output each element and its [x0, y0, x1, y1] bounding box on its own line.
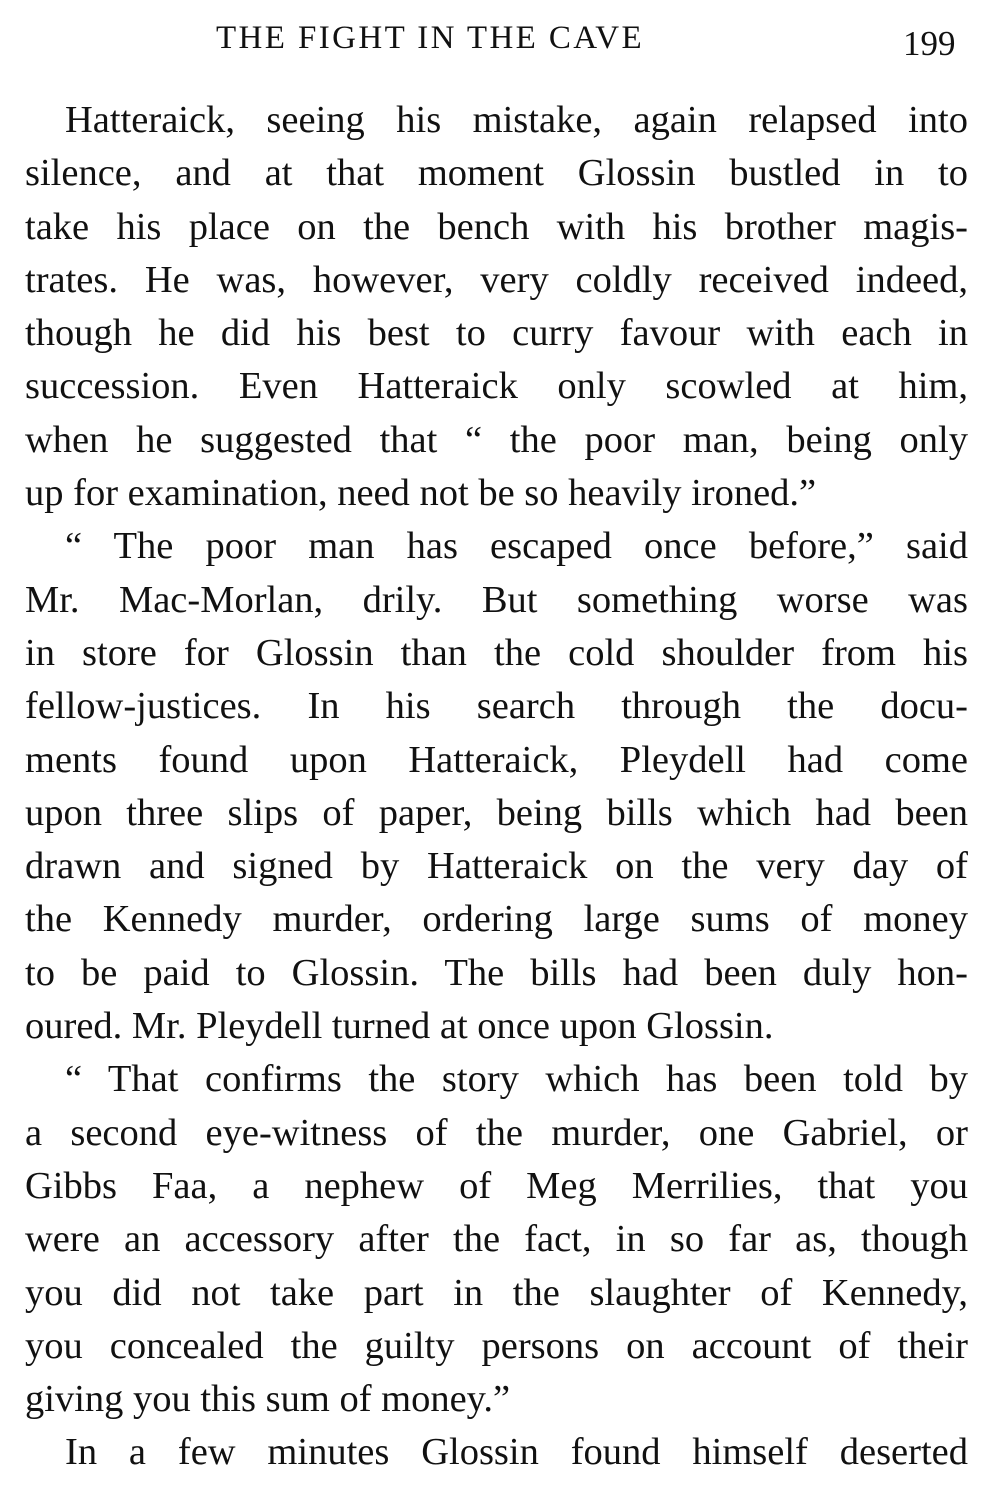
- text-line: Mr. Mac-Morlan, drily. But something worse was: [25, 578, 968, 621]
- running-title: THE FIGHT IN THE CAVE: [216, 20, 645, 56]
- text-line: Hatteraick, seeing his mistake, again relapsed into: [65, 99, 968, 141]
- text-line: upon three slips of paper, being bills which had been: [25, 791, 968, 834]
- text-line: drawn and signed by Hatteraick on the very day of: [25, 845, 968, 888]
- text-line: when he suggested that “ the poor man, being only: [25, 418, 968, 461]
- text-line: were an accessory after the fact, in so far as, though: [25, 1218, 968, 1261]
- page-number: 199: [903, 24, 956, 63]
- text-line: fellow-justices. In his search through the docu-: [25, 685, 968, 728]
- text-line: take his place on the bench with his brother magis-: [25, 205, 968, 248]
- running-head: [0, 14, 1000, 64]
- text-line: succession. Even Hatteraick only scowled at him,: [25, 365, 968, 408]
- text-line: “ That confirms the story which has been told by: [65, 1058, 968, 1101]
- text-line: you did not take part in the slaughter of Kennedy,: [25, 1271, 968, 1314]
- text-line: you concealed the guilty persons on account of their: [25, 1324, 968, 1367]
- text-line: up for examination, need not be so heavily ironed.”: [25, 472, 817, 515]
- text-line: to be paid to Glossin. The bills had been duly hon-: [25, 951, 968, 994]
- text-line: though he did his best to curry favour with each in: [25, 312, 968, 355]
- text-line: ments found upon Hatteraick, Pleydell had come: [25, 738, 968, 781]
- body-text: [25, 94, 968, 1480]
- text-line: the Kennedy murder, ordering large sums of money: [25, 898, 968, 941]
- text-line: trates. He was, however, very coldly received indeed,: [25, 258, 968, 301]
- text-line: silence, and at that moment Glossin bustled in to: [25, 152, 968, 195]
- text-line: oured. Mr. Pleydell turned at once upon Glossin.: [25, 1005, 774, 1048]
- text-line: In a few minutes Glossin found himself deserted: [65, 1431, 968, 1474]
- text-line: giving you this sum of money.”: [25, 1378, 511, 1421]
- text-line: in store for Glossin than the cold shoulder from his: [25, 631, 968, 674]
- text-line: Gibbs Faa, a nephew of Meg Merrilies, that you: [25, 1164, 968, 1207]
- text-line: “ The poor man has escaped once before,” said: [65, 525, 968, 568]
- text-line: a second eye-witness of the murder, one Gabriel, or: [25, 1111, 968, 1154]
